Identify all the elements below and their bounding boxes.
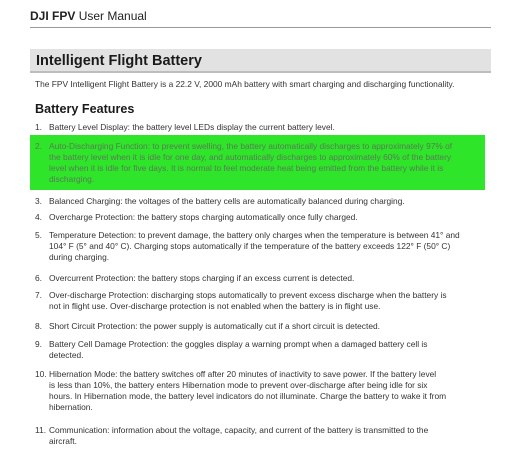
header-divider [30, 27, 491, 28]
section-title: Intelligent Flight Battery [36, 53, 202, 69]
feature-text-line: Battery Cell Damage Protection: the goggles display a warning prompt when a damaged battery cell is [49, 339, 428, 349]
feature-item-6 [35, 273, 485, 284]
feature-item-8 [35, 321, 485, 332]
feature-text-line: Short Circuit Protection: the power supply is automatically cut if a short circuit is detected. [49, 321, 380, 331]
feature-number: 11. [35, 425, 47, 435]
feature-item-3 [35, 196, 485, 207]
feature-number: 5. [35, 230, 42, 240]
intro-paragraph: The FPV Intelligent Flight Battery is a 22.2 V, 2000 mAh battery with smart charging and discharging functionality. [35, 79, 455, 89]
feature-text-line: Over-discharge Protection: discharging stops automatically to prevent excess discharge when the battery is [49, 290, 447, 300]
feature-text-line: hibernation. [49, 402, 93, 412]
header-brand: DJI FPV [30, 9, 76, 23]
feature-text-line: Overcurrent Protection: the battery stops charging if an excess current is detected. [49, 273, 355, 283]
feature-number: 9. [35, 339, 42, 349]
feature-item-1 [35, 122, 485, 133]
header-manual-label: User Manual [75, 9, 147, 23]
feature-item-4 [35, 212, 485, 223]
feature-text-line: not in flight use. Over-discharge protection is not enabled when the battery is in flight use. [49, 301, 381, 311]
feature-text-line: aircraft. [49, 436, 77, 446]
feature-text-line: the battery level when it is idle for one day, and automatically discharges to approximately 60% of the battery [49, 152, 452, 162]
feature-text-line: detected. [49, 350, 84, 360]
feature-item-9 [35, 339, 485, 361]
feature-text-line: is less than 10%, the battery enters Hibernation mode to prevent over-discharge after being idle for six [49, 380, 428, 390]
feature-text-line: Overcharge Protection: the battery stops charging automatically once fully charged. [49, 212, 358, 222]
page-header [30, 8, 147, 24]
feature-number: 3. [35, 196, 42, 206]
feature-number: 2. [35, 141, 42, 151]
feature-item-5 [35, 230, 485, 263]
feature-text-line: Hibernation Mode: the battery switches off after 20 minutes of inactivity to save power. If the battery level [49, 369, 437, 379]
feature-text-line: Communication: information about the voltage, capacity, and current of the battery is transmitted to the [49, 425, 429, 435]
feature-number: 10. [35, 369, 47, 379]
feature-text-line: 104° F (5° and 40° C). Charging stops automatically if the temperature of the battery exceeds 122° F (50° C) [49, 241, 451, 251]
feature-number: 6. [35, 273, 42, 283]
feature-item-10 [35, 369, 485, 413]
feature-text-line: level when it is idle for five days. It is normal to feel moderate heat being emitted from the battery while it is [49, 163, 444, 173]
feature-text-line: Battery Level Display: the battery level LEDs display the current battery level. [49, 122, 335, 132]
feature-item-11 [35, 425, 485, 447]
features-heading: Battery Features [35, 102, 135, 116]
feature-number: 4. [35, 212, 42, 222]
feature-number: 8. [35, 321, 42, 331]
feature-text-line: Balanced Charging: the voltages of the battery cells are automatically balanced during charging. [49, 196, 405, 206]
feature-text-line: during charging. [49, 252, 110, 262]
feature-item-2 [35, 141, 485, 185]
feature-text-line: hours. In Hibernation mode, the battery level indicators do not illuminate. Charge the battery to wake it from [49, 391, 447, 401]
feature-text-line: Auto-Discharging Function: to prevent swelling, the battery automatically discharges to approximately 97% of [49, 141, 453, 151]
section-title-bar [30, 49, 491, 73]
feature-item-7 [35, 290, 485, 312]
feature-number: 1. [35, 122, 42, 132]
feature-number: 7. [35, 290, 42, 300]
feature-text-line: discharging. [49, 174, 95, 184]
feature-text-line: Temperature Detection: to prevent damage, the battery only charges when the temperature is between 41° and [49, 230, 460, 240]
